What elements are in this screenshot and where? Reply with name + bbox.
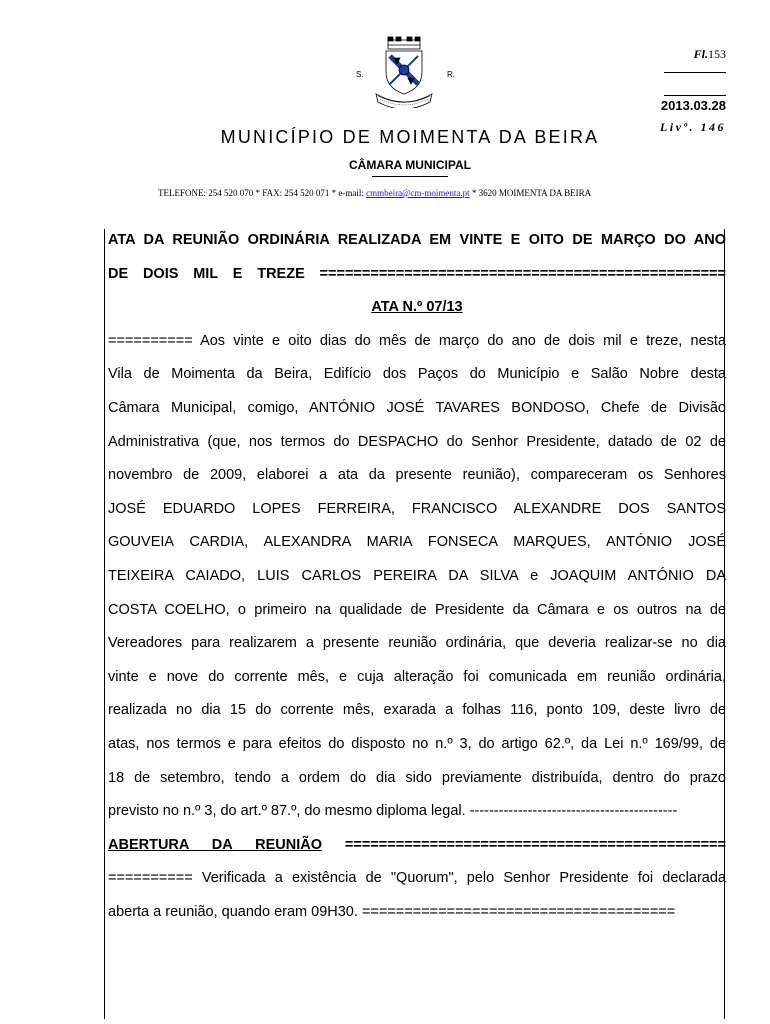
minutes-paragraph xyxy=(108,326,726,796)
folio-number xyxy=(694,47,726,62)
municipal-crest xyxy=(366,36,442,108)
municipality-name: MUNICÍPIO DE MOIMENTA DA BEIRA xyxy=(220,127,600,147)
contact-line xyxy=(158,188,591,198)
section-heading-fill: ============================================= xyxy=(321,836,726,853)
section-line-1: ========== Verificada a existência de "Quorum", pelo Senhor Presidente foi declarada xyxy=(108,870,726,887)
minutes-paragraph-line: Vereadores para realizarem a presente reunião ordinária, que deveria realizar-se no dia xyxy=(108,635,726,652)
document-date: 2013.03.28 xyxy=(660,98,726,113)
council-underline xyxy=(372,176,448,177)
minutes-paragraph-line: Administrativa (que, nos termos do DESPACHO do Senhor Presidente, datado de 02 de xyxy=(108,433,726,450)
minutes-title-line-1: ATA DA REUNIÃO ORDINÁRIA REALIZADA EM VINTE E OITO DE MARÇO DO ANO xyxy=(108,232,726,248)
council-name: CÂMARA MUNICIPAL xyxy=(349,158,471,172)
minutes-paragraph-last-line: previsto no n.º 3, do art.º 87.º, do mesmo diploma legal. ------------------------------------------- xyxy=(108,803,678,820)
minutes-paragraph-line: realizada no dia 15 do corrente mês, exarada a folhas 116, ponto 109, deste livro de xyxy=(108,702,726,719)
contact-phones: TELEFONE: 254 520 070 * FAX: 254 520 071 * e-mail: xyxy=(158,188,367,198)
contact-address: * 3620 MOIMENTA DA BEIRA xyxy=(469,188,592,198)
minutes-paragraph-line: vinte e nove do corrente mês, e cuja alteração foi comunicada em reunião ordinária, xyxy=(108,668,726,685)
minutes-paragraph-line: Câmara Municipal, comigo, ANTÓNIO JOSÉ TAVARES BONDOSO, Chefe de Divisão xyxy=(108,399,726,416)
crest-letter-right: R. xyxy=(447,70,455,79)
section-line-2: aberta a reunião, quando eram 09H30. ===================================== xyxy=(108,903,676,920)
minutes-number-line xyxy=(108,292,726,326)
minutes-paragraph-line: atas, nos termos e para efeitos do disposto no n.º 3, do artigo 62.º, da Lei n.º 169/99, de xyxy=(108,735,726,752)
minutes-paragraph-line: ========== Aos vinte e oito dias do mês de março do ano de dois mil e treze, nesta xyxy=(108,332,726,349)
left-margin-line xyxy=(104,229,105,1019)
folio-rule-2 xyxy=(664,95,726,96)
minutes-paragraph-line: Vila de Moimenta da Beira, Edifício dos Paços do Município e Salão Nobre desta xyxy=(108,366,726,383)
folio-label: Fl. xyxy=(693,47,708,61)
minutes-paragraph-line: JOSÉ EDUARDO LOPES FERREIRA, FRANCISCO ALEXANDRE DOS SANTOS xyxy=(108,500,726,517)
minutes-paragraph-line: 18 de setembro, tendo a ordem do dia sido previamente distribuída, dentro do prazo xyxy=(108,769,726,786)
minutes-number: ATA N.º 07/13 xyxy=(371,299,463,316)
email-link[interactable]: cmmbeira@cm-moimenta.pt xyxy=(366,188,470,198)
section-heading: ABERTURA DA REUNIÃO xyxy=(108,836,322,853)
minutes-paragraph-line: TEIXEIRA CAIADO, LUIS CARLOS PEREIRA DA SILVA e JOAQUIM ANTÓNIO DA xyxy=(108,567,726,584)
minutes-paragraph-line: COSTA COELHO, o primeiro na qualidade de Presidente da Câmara e os outros na de xyxy=(108,601,726,618)
book-number: Livº. 146 xyxy=(659,120,726,134)
folio-value: 153 xyxy=(708,47,726,61)
minutes-paragraph-line: novembro de 2009, elaborei a ata da presente reunião), compareceram os Senhores xyxy=(108,467,726,484)
minutes-paragraph-line: GOUVEIA CARDIA, ALEXANDRA MARIA FONSECA MARQUES, ANTÓNIO JOSÉ xyxy=(108,534,726,551)
minutes-body xyxy=(108,225,726,930)
crest-letter-left: S. xyxy=(356,70,364,79)
minutes-title-line-2: DE DOIS MIL E TREZE ================================================ xyxy=(108,265,726,282)
folio-rule-1 xyxy=(664,72,726,73)
section-heading-line xyxy=(108,830,726,864)
